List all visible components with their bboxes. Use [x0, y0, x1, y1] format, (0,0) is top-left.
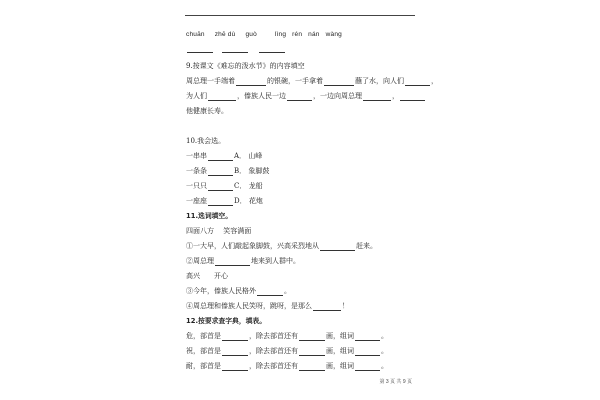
text: 画，组词 [326, 362, 354, 370]
answer-blank[interactable] [355, 363, 380, 371]
match-row-4 [186, 197, 263, 206]
answer-blank[interactable] [257, 288, 283, 296]
answer-blank[interactable] [320, 243, 355, 251]
answer-blank[interactable] [208, 183, 233, 191]
text: A． [234, 152, 247, 160]
text: ， [392, 92, 399, 100]
answer-blank[interactable] [208, 93, 236, 101]
text: 周总理一手端着 [186, 77, 235, 85]
text: 象脚鼓 [248, 167, 270, 175]
answer-blank[interactable] [236, 78, 266, 86]
answer-blank[interactable] [222, 363, 248, 371]
text: ②周总理 [186, 257, 214, 265]
top-rule [185, 15, 415, 16]
dictionary-row-1 [186, 332, 388, 341]
text: 画，组词 [326, 347, 354, 355]
answer-blank[interactable] [215, 258, 250, 266]
answer-blank[interactable] [299, 363, 325, 371]
text: 龙船 [248, 182, 263, 190]
text: 一座座 [186, 197, 207, 205]
text: 。 [284, 287, 291, 295]
dictionary-row-3 [186, 362, 388, 371]
pinyin-6: nán [308, 31, 320, 38]
answer-blank[interactable] [355, 333, 380, 341]
page-number: 第 3 页 共 9 页 [379, 379, 412, 385]
pinyin-row [186, 30, 352, 39]
text: C． [234, 182, 247, 190]
question-9-line-1 [186, 77, 438, 86]
pinyin-1: chuān [186, 31, 205, 38]
pinyin-3: guò [245, 31, 257, 38]
sentence-1 [186, 242, 377, 251]
answer-blank[interactable] [222, 333, 248, 341]
text: 。 [381, 347, 388, 355]
sentence-2 [186, 257, 300, 266]
answer-blank[interactable] [222, 45, 248, 53]
text: 一只只 [186, 182, 207, 190]
question-11-title: 11.选词填空。 [186, 212, 233, 220]
question-9-line-3: 他健康长寿。 [186, 107, 228, 115]
text: 为人们 [186, 92, 207, 100]
answer-blank[interactable] [208, 153, 233, 161]
word-bank-1: 四面八方 笑容满面 [186, 227, 252, 235]
text: 危，部首是 [186, 332, 221, 340]
text: ③今年，傣族人民格外 [186, 287, 256, 295]
text: ①一大早，人们敲起象脚鼓，兴高采烈地从 [186, 242, 319, 250]
text: 一串串 [186, 152, 207, 160]
pinyin-5: rén [292, 31, 303, 38]
text: 蘸了水，向人们 [355, 77, 404, 85]
text: 赶来。 [356, 242, 377, 250]
question-12-title: 12.按要求查字典，填表。 [186, 317, 267, 325]
text: D． [234, 197, 247, 205]
text: B． [234, 167, 247, 175]
text: ，除去部首还有 [249, 362, 298, 370]
text: 。 [381, 332, 388, 340]
answer-blank[interactable] [313, 303, 341, 311]
text: ，除去部首还有 [249, 347, 298, 355]
answer-blank[interactable] [208, 168, 233, 176]
text: 一条条 [186, 167, 207, 175]
answer-blank[interactable] [405, 78, 430, 86]
match-row-2 [186, 167, 269, 176]
text: 画，组词 [326, 332, 354, 340]
text: 。 [381, 362, 388, 370]
match-row-1 [186, 152, 262, 161]
text: ，除去部首还有 [249, 332, 298, 340]
answer-blank[interactable] [222, 348, 248, 356]
text: 祝，部首是 [186, 347, 221, 355]
text: 花炮 [248, 197, 263, 205]
question-9-title: 9.按课文《难忘的泼水节》的内容填空 [186, 62, 305, 70]
sentence-3 [186, 287, 291, 296]
answer-blank[interactable] [400, 93, 425, 101]
sentence-4 [186, 302, 349, 311]
match-row-3 [186, 182, 263, 191]
answer-blank[interactable] [187, 45, 213, 53]
answer-blank[interactable] [299, 333, 325, 341]
answer-blank[interactable] [355, 348, 380, 356]
text: ！ [342, 302, 349, 310]
question-10-title: 10.我会选。 [186, 137, 226, 145]
text: 耐，部首是 [186, 362, 221, 370]
pinyin-7: wàng [325, 31, 342, 38]
answer-blank[interactable] [208, 198, 233, 206]
word-bank-2: 高兴 开心 [186, 272, 228, 280]
answer-blank[interactable] [287, 93, 312, 101]
text: 的银碗，一手拿着 [267, 77, 323, 85]
answer-blank[interactable] [259, 45, 285, 53]
text: ，一边向周总理 [313, 92, 362, 100]
pinyin-2: zhē dù [214, 31, 236, 38]
answer-blank[interactable] [299, 348, 325, 356]
text: ④周总理和傣族人民笑呀，跳呀，是那么 [186, 302, 312, 310]
question-9-line-2 [186, 92, 426, 101]
pinyin-answer-blanks [186, 44, 286, 53]
answer-blank[interactable] [363, 93, 391, 101]
pinyin-4: lìng [274, 31, 287, 38]
text: 地来到人群中。 [251, 257, 300, 265]
text: ， [431, 77, 438, 85]
dictionary-row-2 [186, 347, 388, 356]
text: ，傣族人民一边 [237, 92, 286, 100]
text: 山峰 [248, 152, 263, 160]
answer-blank[interactable] [324, 78, 354, 86]
